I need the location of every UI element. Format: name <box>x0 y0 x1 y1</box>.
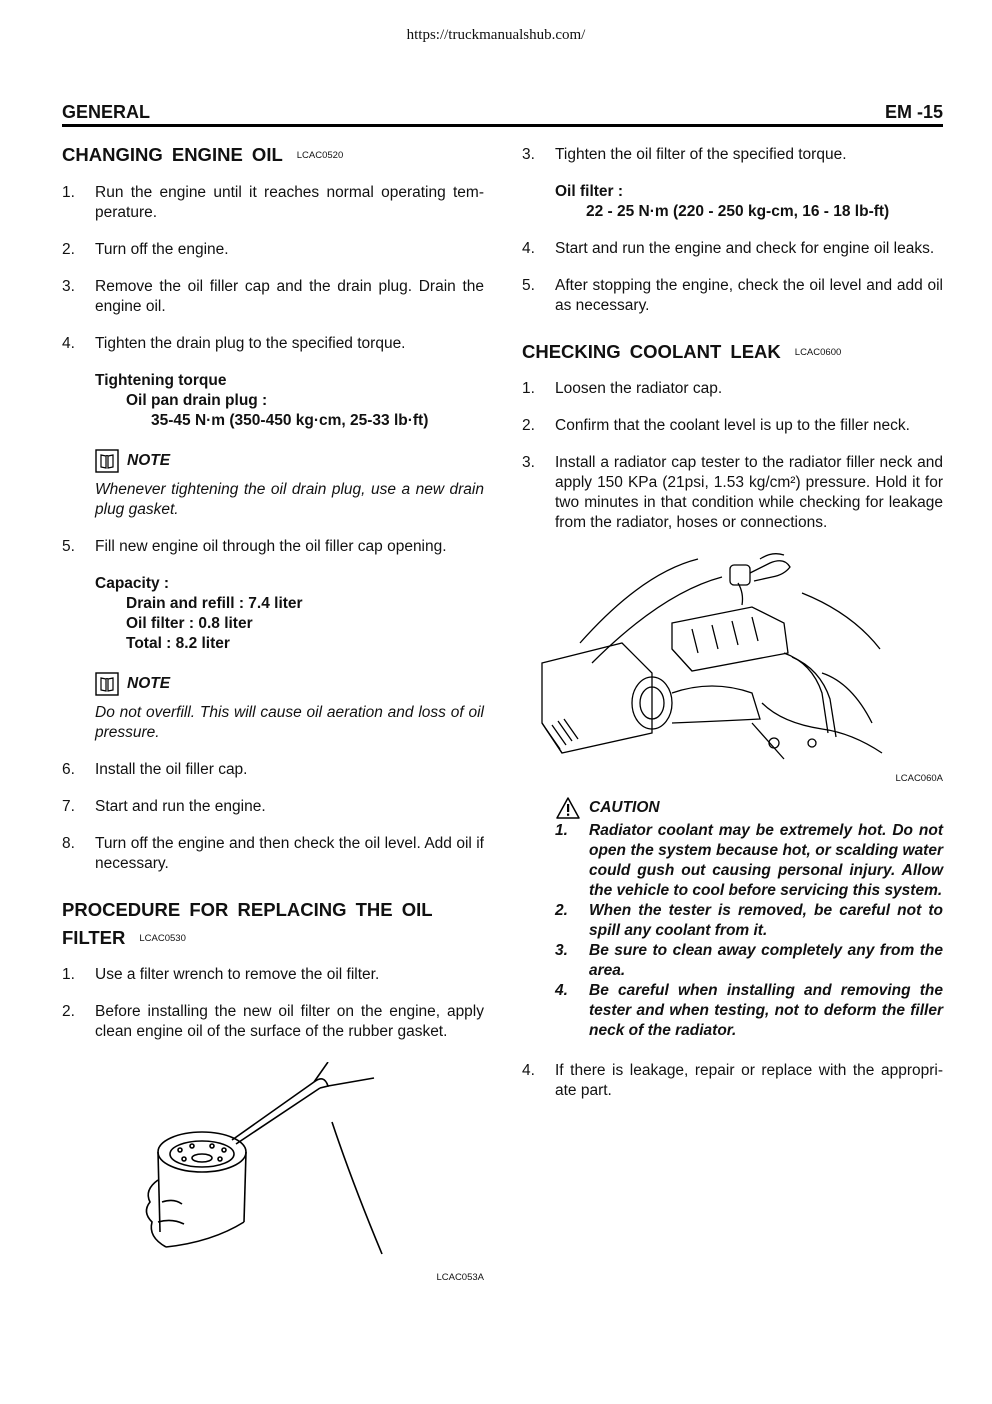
capacity-spec <box>95 574 484 654</box>
item-number: 2. <box>522 417 535 435</box>
section-heading-oil-filter-line2 <box>62 924 484 953</box>
caution-item <box>555 821 943 901</box>
item-number: 3. <box>522 146 535 163</box>
right-column <box>522 141 943 1101</box>
figure-caption: LCAC060A <box>895 773 943 785</box>
item-number: 4. <box>62 335 75 353</box>
item-text: Radiator coolant may be extremely hot. Do not open the system because hot, or scalding water could gush out causing personal injury. Allow the vehicle to cool before servicing this system. <box>589 822 943 900</box>
heading-text: FILTER <box>62 927 126 949</box>
caution-item <box>555 901 943 941</box>
section-code: LCAC0600 <box>794 347 842 359</box>
item-number: 3. <box>522 454 535 472</box>
caution-block <box>555 795 943 1041</box>
section-code: LCAC0520 <box>296 150 344 162</box>
page-header <box>62 102 943 127</box>
warning-icon <box>555 796 581 820</box>
oil-filter-drawing <box>62 1062 484 1262</box>
item-text: Tighten the oil filter of the specified torque. <box>555 146 847 163</box>
item-text: After stopping the engine, check the oil level and add oil as necessary. <box>555 277 943 314</box>
caution-item <box>555 981 943 1041</box>
item-number: 1. <box>555 822 568 840</box>
list-item <box>62 537 484 557</box>
left-column <box>62 141 484 1284</box>
spec-item: Drain and refill : 7.4 liter <box>126 595 303 613</box>
note-text: Do not overfill. This will cause oil aeration and loss of oil pressure. <box>95 704 484 742</box>
item-number: 1. <box>62 184 75 202</box>
list-item <box>62 277 484 317</box>
item-number: 7. <box>62 798 75 816</box>
section-heading-coolant-leak <box>522 338 943 367</box>
item-text: Be careful when installing and removing the tester and when testing, not to deform the filler neck of the radiator. <box>589 982 943 1040</box>
spec-heading: Capacity : <box>95 575 170 593</box>
note-label: NOTE <box>127 675 171 693</box>
section-code: LCAC0530 <box>139 933 186 945</box>
spec-value: 35-45 N·m (350-450 kg·cm, 25-33 lb·ft) <box>151 412 429 430</box>
item-number: 4. <box>522 240 535 257</box>
item-text: Confirm that the coolant level is up to the filler neck. <box>555 417 910 435</box>
item-number: 3. <box>555 942 568 960</box>
item-text: Turn off the engine and then check the oil level. Add oil if necessary. <box>95 835 484 873</box>
item-number: 6. <box>62 761 75 779</box>
item-text: Install a radiator cap tester to the radiator filler neck and apply 150 KPa (21psi, 1.53 kg/cm²) pressure. Hold it for two minutes in that condition while checking for leakage from the radiator, hoses or connections. <box>555 454 943 532</box>
list-item <box>62 965 484 985</box>
page-number: EM -15 <box>884 102 943 122</box>
list-item <box>62 1002 484 1042</box>
caution-label: CAUTION <box>589 799 660 817</box>
note-text: Whenever tightening the oil drain plug, use a new drain plug gasket. <box>95 481 484 519</box>
list-item <box>62 760 484 780</box>
section-title: GENERAL <box>62 102 151 122</box>
item-number: 1. <box>62 966 75 984</box>
item-number: 5. <box>62 538 75 556</box>
list-item <box>522 276 943 316</box>
heading-text: CHECKING COOLANT LEAK <box>522 341 781 362</box>
item-number: 8. <box>62 835 75 853</box>
item-number: 3. <box>62 278 75 296</box>
list-item <box>522 239 943 259</box>
item-number: 2. <box>555 902 568 920</box>
item-text: Turn off the engine. <box>95 241 229 259</box>
note-label: NOTE <box>127 452 171 470</box>
list-item <box>62 240 484 260</box>
item-text: Fill new engine oil through the oil filler cap opening. <box>95 538 447 556</box>
spec-value: 22 - 25 N·m (220 - 250 kg-cm, 16 - 18 lb-ft) <box>586 203 890 220</box>
item-text: Install the oil filler cap. <box>95 761 248 779</box>
section-heading-oil-filter <box>62 896 484 924</box>
item-number: 5. <box>522 277 535 294</box>
heading-text: CHANGING ENGINE OIL <box>62 144 283 165</box>
figure-caption: LCAC053A <box>436 1272 484 1284</box>
spec-heading: Tightening torque <box>95 372 227 390</box>
list-item <box>62 834 484 874</box>
note-block <box>95 672 484 743</box>
list-item <box>62 797 484 817</box>
list-item <box>62 183 484 223</box>
note-block <box>95 449 484 520</box>
caution-item <box>555 941 943 981</box>
item-text: Be sure to clean away completely any from the area. <box>589 942 943 980</box>
spec-item: Oil pan drain plug : <box>126 392 268 410</box>
item-text: Tighten the drain plug to the specified torque. <box>95 335 406 353</box>
spec-item: Oil filter : 0.8 liter <box>126 615 253 633</box>
item-number: 4. <box>555 982 568 1000</box>
list-item <box>522 379 943 399</box>
item-number: 1. <box>522 380 535 398</box>
item-text: Start and run the engine. <box>95 798 266 816</box>
item-text: When the tester is removed, be careful not to spill any coolant from it. <box>589 902 943 940</box>
item-number: 2. <box>62 1003 75 1021</box>
item-text: Before installing the new oil filter on the engine, apply clean engine oil of the surface of the rubber gasket. <box>95 1003 484 1041</box>
item-number: 2. <box>62 241 75 259</box>
item-text: Use a filter wrench to remove the oil filter. <box>95 966 380 984</box>
spec-item: Total : 8.2 liter <box>126 635 230 653</box>
list-item <box>62 334 484 354</box>
item-number: 4. <box>522 1062 535 1080</box>
item-text: If there is leakage, repair or replace with the appropri-ate part. <box>555 1062 943 1100</box>
list-item <box>522 416 943 436</box>
spec-heading: Oil filter : <box>555 183 624 200</box>
list-item <box>522 1061 943 1101</box>
radiator-tester-drawing <box>522 553 943 763</box>
filter-torque-spec <box>555 182 943 222</box>
book-icon <box>95 449 119 473</box>
radiator-tester-illustration <box>522 553 943 785</box>
item-text: Remove the oil filler cap and the drain plug. Drain the engine oil. <box>95 278 484 316</box>
heading-text: PROCEDURE FOR REPLACING THE OIL <box>62 899 433 921</box>
book-icon <box>95 672 119 696</box>
torque-spec <box>95 371 484 431</box>
list-item <box>522 453 943 533</box>
item-text: Run the engine until it reaches normal operating tem-perature. <box>95 184 484 222</box>
item-text: Loosen the radiator cap. <box>555 380 723 398</box>
oil-filter-illustration <box>62 1062 484 1284</box>
list-item <box>522 145 943 165</box>
section-heading-changing-oil <box>62 141 484 170</box>
item-text: Start and run the engine and check for engine oil leaks. <box>555 240 935 257</box>
source-url: https://truckmanualshub.com/ <box>406 27 586 43</box>
